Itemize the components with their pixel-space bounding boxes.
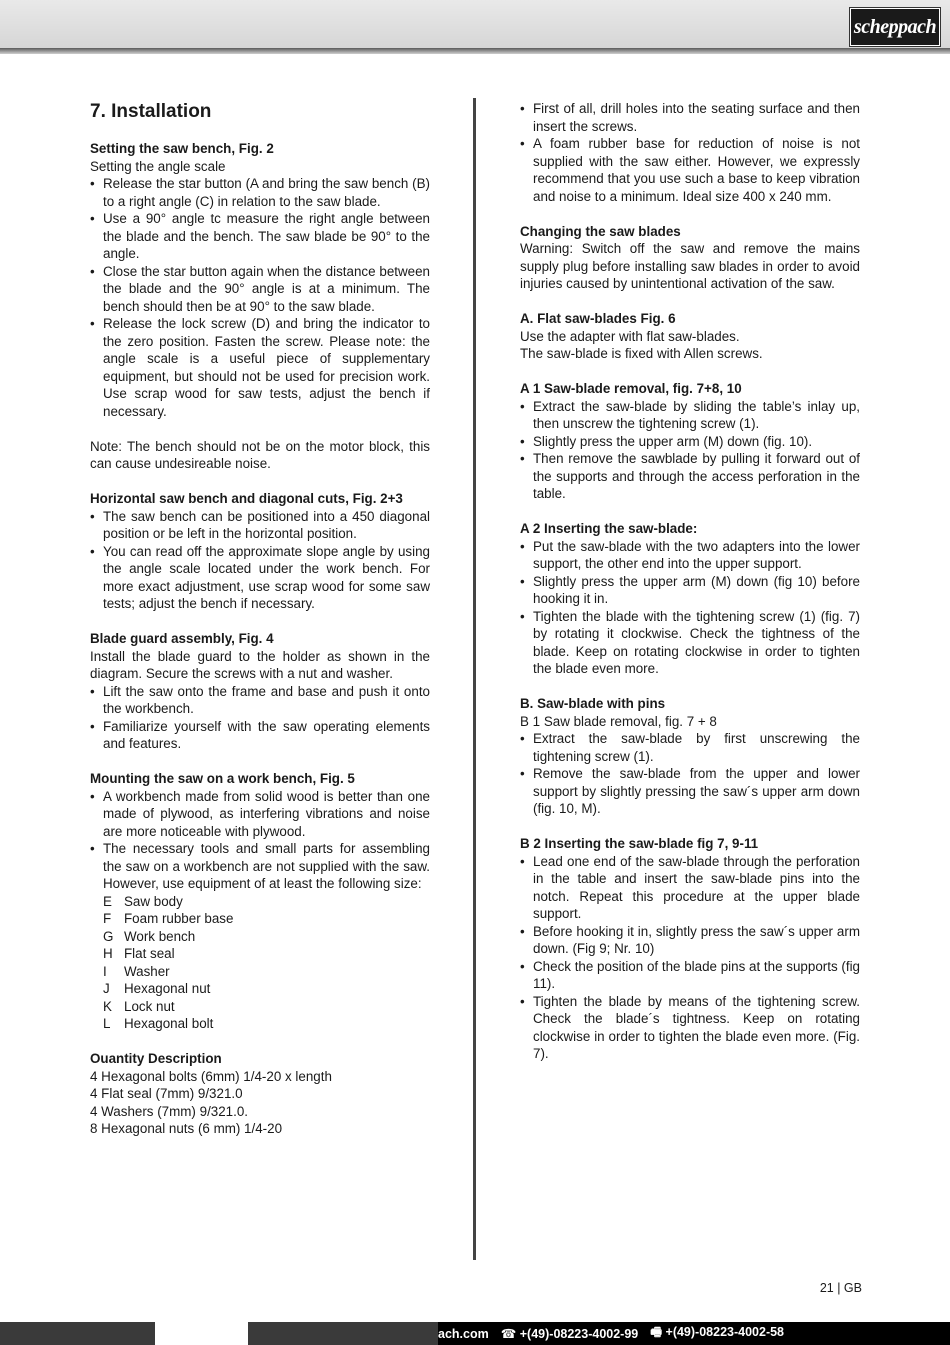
heading-blade-guard: Blade guard assembly, Fig. 4 bbox=[90, 631, 274, 646]
warning-text: Warning: Switch off the saw and remove the mains supply plug before installing saw blades in order to avoid injuries caused by unintentional activation of the saw. bbox=[520, 241, 860, 291]
list-item: • Use a 90° angle tc measure the right angle between the blade and the bench. The saw blade be 90° to the angle. bbox=[90, 210, 430, 263]
list-item: • A workbench made from solid wood is better than one made of plywood, as interfering vibrations and noise are more noticeable with plywood. bbox=[90, 788, 430, 841]
heading-changing-blades: Changing the saw blades bbox=[520, 223, 681, 239]
list-item: • You can read off the approximate slope angle by using the angle scale located under the work bench. For more exact adjustment, use scrap wood for some saw tests; adjust the bench if necessary. bbox=[90, 543, 430, 613]
footer-website[interactable]: ach.com bbox=[438, 1326, 489, 1341]
list-item: • Tighten the blade with the tightening screw (1) (fig. 7) by rotating it clockwise. Check the tightness of the blade. Keep on rotating clockwise in order to tighten the blade even more. bbox=[520, 608, 860, 678]
heading-mounting-saw: Mounting the saw on a work bench, Fig. 5 bbox=[90, 771, 355, 786]
footer-segment bbox=[155, 1322, 248, 1345]
part-name: Hexagonal nut bbox=[124, 981, 211, 996]
right-column bbox=[520, 100, 860, 1063]
heading-a1-removal: A 1 Saw-blade removal, fig. 7+8, 10 bbox=[520, 381, 742, 396]
quantity-line: 4 Flat seal (7mm) 9/321.0 bbox=[90, 1086, 243, 1101]
left-column bbox=[90, 100, 430, 1138]
list-item: • Familiarize yourself with the saw operating elements and features. bbox=[90, 718, 430, 753]
column-divider bbox=[473, 98, 476, 1260]
quantity-line: 4 Hexagonal bolts (6mm) 1/4-20 x length bbox=[90, 1068, 332, 1084]
footer-segment bbox=[0, 1322, 155, 1345]
part-name: Work bench bbox=[124, 928, 196, 944]
parts-item bbox=[103, 1015, 430, 1033]
list-item: • Then remove the sawblade by pulling it forward out of the supports and through the access perforation in the table. bbox=[520, 450, 860, 503]
list-item: • Before hooking it in, slightly press the saw´s upper arm down. (Fig 9; Nr. 10) bbox=[520, 923, 860, 958]
note-motor-block: Note: The bench should not be on the motor block, this can cause undesireable noise. bbox=[90, 438, 430, 471]
part-letter: F bbox=[103, 911, 112, 926]
parts-item bbox=[103, 928, 430, 946]
section-title: 7. Installation bbox=[90, 101, 212, 122]
part-name: Saw body bbox=[124, 893, 183, 909]
parts-item bbox=[103, 893, 430, 911]
part-name: Foam rubber base bbox=[124, 911, 234, 926]
list-item: • The necessary tools and small parts for assembling the saw on a workbench are not supplied with the saw. However, use equipment of at least the following size: bbox=[90, 840, 430, 893]
list-horizontal-saw-bench bbox=[90, 508, 430, 613]
heading-horizontal-saw-bench: Horizontal saw bench and diagonal cuts, Fig. 2+3 bbox=[90, 491, 403, 506]
list-item: • First of all, drill holes into the seating surface and then insert the screws. bbox=[520, 100, 860, 135]
footer-fax: 🖷 +(49)-08223-4002-58 bbox=[650, 1325, 785, 1339]
list-setting-saw-bench bbox=[90, 175, 430, 420]
header-bar bbox=[0, 0, 950, 48]
footer-contact bbox=[438, 1322, 796, 1345]
list-mounting-saw bbox=[90, 788, 430, 893]
list-item: • Slightly press the upper arm (M) down (fig. 10). bbox=[520, 433, 860, 451]
part-letter: H bbox=[103, 946, 113, 961]
part-name: Hexagonal bolt bbox=[124, 1016, 214, 1031]
list-item: • Check the position of the blade pins at the supports (fig 11). bbox=[520, 958, 860, 993]
brand-logo: scheppach bbox=[850, 8, 940, 46]
list-a2-inserting bbox=[520, 538, 860, 678]
list-b2-inserting bbox=[520, 853, 860, 1063]
parts-item bbox=[103, 963, 430, 981]
part-letter: J bbox=[103, 981, 110, 996]
part-letter: G bbox=[103, 928, 114, 944]
quantity-line: 4 Washers (7mm) 9/321.0. bbox=[90, 1103, 249, 1119]
list-item: • The saw bench can be positioned into a 450 diagonal position or be left in the horizontal position. bbox=[90, 508, 430, 543]
parts-item bbox=[103, 945, 430, 963]
page-number: 21 | GB bbox=[819, 1281, 862, 1295]
part-name: Flat seal bbox=[124, 946, 175, 961]
list-item: • A foam rubber base for reduction of noise is not supplied with the saw either. However, we expressly recommend that you use such a base to keep vibration and noise to a minimum. Ideal size 400 x 240 mm. bbox=[520, 135, 860, 205]
list-item: • Lead one end of the saw-blade through the perforation in the table and insert the saw-blade pins into the notch. Repeat this procedure at the upper blade support. bbox=[520, 853, 860, 923]
header-shadow bbox=[0, 48, 950, 54]
list-item: • Lift the saw onto the frame and base and push it onto the workbench. bbox=[90, 683, 430, 718]
parts-item bbox=[103, 980, 430, 998]
text-line: Use the adapter with flat saw-blades. bbox=[520, 328, 740, 344]
list-item: • Put the saw-blade with the two adapters into the lower support, the other end into the upper support. bbox=[520, 538, 860, 573]
list-item: • Release the star button (A and bring the saw bench (B) to a right angle (C) in relation to the saw blade. bbox=[90, 175, 430, 210]
heading-saw-blade-pins: B. Saw-blade with pins bbox=[520, 696, 666, 711]
list-item: • Release the lock screw (D) and bring the indicator to the zero position. Fasten the screw. Please note: the angle scale is a useful piece of supplementary equipment, but should not be used for precision work. Use scrap wood for saw tests, adjust the bench if necessary. bbox=[90, 315, 430, 420]
part-letter: K bbox=[103, 998, 112, 1014]
footer-segment bbox=[248, 1322, 438, 1345]
list-item: • Slightly press the upper arm (M) down (fig 10) before hooking it in. bbox=[520, 573, 860, 608]
heading-setting-saw-bench: Setting the saw bench, Fig. 2 bbox=[90, 141, 274, 156]
text-line: The saw-blade is fixed with Allen screws. bbox=[520, 346, 763, 361]
heading-a2-inserting: A 2 Inserting the saw-blade: bbox=[520, 521, 698, 536]
list-item: • Extract the saw-blade by sliding the table’s inlay up, then unscrew the tightening screw (1). bbox=[520, 398, 860, 433]
parts-item bbox=[103, 910, 430, 928]
parts-list bbox=[90, 893, 430, 1033]
parts-item bbox=[103, 998, 430, 1016]
list-intro bbox=[520, 100, 860, 205]
subheading-b1-removal: B 1 Saw blade removal, fig. 7 + 8 bbox=[520, 713, 717, 729]
part-letter: I bbox=[103, 963, 107, 979]
list-item: • Remove the saw-blade from the upper and lower support by slightly pressing the saw´s upper arm down (fig. 10, M). bbox=[520, 765, 860, 818]
list-item: • Tighten the blade by means of the tightening screw. Check the blade´s tightness. Keep on rotating clockwise in order to tighten the blade even more. (Fig. 7). bbox=[520, 993, 860, 1063]
text-blade-guard: Install the blade guard to the holder as shown in the diagram. Secure the screws with a nut and washer. bbox=[90, 648, 430, 681]
part-name: Lock nut bbox=[124, 998, 175, 1014]
part-letter: E bbox=[103, 893, 112, 909]
list-a1-removal bbox=[520, 398, 860, 503]
part-letter: L bbox=[103, 1016, 111, 1031]
heading-flat-saw-blades: A. Flat saw-blades Fig. 6 bbox=[520, 311, 676, 326]
list-blade-guard bbox=[90, 683, 430, 753]
heading-b2-inserting: B 2 Inserting the saw-blade fig 7, 9-11 bbox=[520, 836, 759, 851]
footer-phone: ☎ +(49)-08223-4002-99 bbox=[500, 1327, 639, 1341]
heading-quantity: Ouantity Description bbox=[90, 1051, 222, 1066]
list-item: • Close the star button again when the distance between the blade and the 90° angle is at a minimum. The bench should then be at 90° to the saw blade. bbox=[90, 263, 430, 316]
quantity-line: 8 Hexagonal nuts (6 mm) 1/4-20 bbox=[90, 1121, 283, 1136]
list-item: • Extract the saw-blade by first unscrewing the tightening screw (1). bbox=[520, 730, 860, 765]
list-b1-removal bbox=[520, 730, 860, 818]
subheading-angle-scale: Setting the angle scale bbox=[90, 158, 226, 174]
part-name: Washer bbox=[124, 963, 170, 979]
